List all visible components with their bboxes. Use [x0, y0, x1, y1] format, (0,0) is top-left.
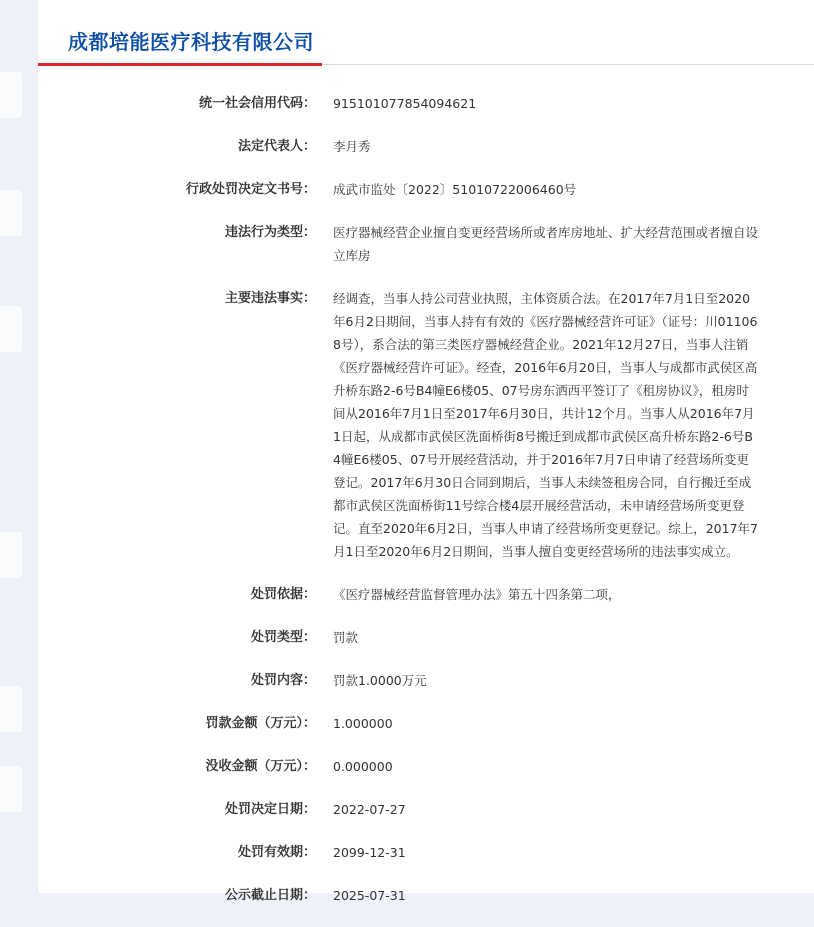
- field-label: 公示截止日期：: [224, 888, 316, 903]
- field-fine-amount: [38, 712, 814, 735]
- sidebar-tab[interactable]: [0, 190, 22, 236]
- field-decision-date: [38, 798, 814, 821]
- left-sidebar-rail: [0, 0, 30, 893]
- field-value: 915101077854094621: [333, 96, 477, 111]
- field-value: 2022-07-27: [333, 802, 406, 817]
- company-header: [38, 0, 814, 65]
- company-title: 成都培能医疗科技有限公司: [68, 30, 314, 54]
- field-label: 违法行为类型：: [224, 225, 316, 240]
- field-label: 没收金额（万元）：: [205, 759, 316, 774]
- field-confiscation-amount: [38, 755, 814, 778]
- title-accent-underline: [38, 63, 322, 66]
- field-legal-representative: [38, 135, 814, 158]
- sidebar-tab[interactable]: [0, 306, 22, 352]
- field-label: 罚款金额（万元）：: [205, 716, 316, 731]
- field-validity-date: [38, 841, 814, 864]
- field-value: 李月秀: [333, 139, 371, 154]
- field-value: 经调查，当事人持公司营业执照，主体资质合法。在2017年7月1日至2020年6月2日期间，当事人持有有效的《医疗器械经营许可证》（证号：川011068号），系合法的第三类医疗器械经营企业。2021年12月27日，当事人注销《医疗器械经营许可证》。经查，2016年6月20日，当事人与成都市武侯区高升桥东路2-6号B4幢E6楼05、07号房东洒西平签订了《租房协议》，租房时间从2016年7月1日至2017年6月30日，共计12个月。当事人从2016年7月1日起，从成都市武侯区洗面桥街8号搬迁到成都市武侯区高升桥东路2-6号B4幢E6楼05、07号开展经营活动，并于2016年7月7日申请了经营场所变更登记。2017年6月30日合同到期后，当事人未续签租房合同，自行搬迁至成都市武侯区洗面桥街11号综合楼4层开展经营活动，未申请经营场所变更登记。直至2020年6月2日，当事人申请了经营场所变更登记。综上，2017年7月1日至2020年6月2日期间，当事人擅自变更经营场所的违法事实成立。: [333, 291, 758, 559]
- field-label: 处罚依据：: [250, 587, 316, 602]
- sidebar-tab[interactable]: [0, 72, 22, 118]
- field-label: 处罚类型：: [250, 630, 316, 645]
- penalty-detail-card: [37, 0, 814, 903]
- field-value: 2099-12-31: [333, 845, 406, 860]
- field-value: 1.000000: [333, 716, 393, 731]
- field-publicity-end-date: [38, 884, 814, 907]
- field-value: 2025-07-31: [333, 888, 406, 903]
- field-label: 处罚决定日期：: [224, 802, 316, 817]
- field-penalty-content: [38, 669, 814, 692]
- field-value: 医疗器械经营企业擅自变更经营场所或者库房地址、扩大经营范围或者擅自设立库房: [333, 225, 759, 263]
- field-label: 法定代表人：: [237, 139, 316, 154]
- field-label: 统一社会信用代码：: [198, 96, 316, 111]
- sidebar-tab[interactable]: [0, 686, 22, 732]
- sidebar-tab[interactable]: [0, 766, 22, 812]
- detail-field-list: [38, 92, 814, 927]
- field-value: 《医疗器械经营监督管理办法》第五十四条第二项，: [333, 587, 621, 602]
- sidebar-tab[interactable]: [0, 532, 22, 578]
- field-value: 罚款1.0000万元: [333, 673, 427, 688]
- field-label: 处罚内容：: [250, 673, 316, 688]
- field-value: 罚款: [333, 630, 359, 645]
- field-decision-document-number: [38, 178, 814, 201]
- field-value: 成武市监处〔2022〕51010722006460号: [333, 182, 577, 197]
- field-value: 0.000000: [333, 759, 393, 774]
- field-label: 行政处罚决定文书号：: [185, 182, 316, 197]
- field-penalty-type: [38, 626, 814, 649]
- field-credit-code: [38, 92, 814, 115]
- field-label: 主要违法事实：: [224, 291, 316, 306]
- field-penalty-basis: [38, 583, 814, 606]
- field-violation-type: [38, 221, 814, 267]
- field-label: 处罚有效期：: [237, 845, 316, 860]
- field-violation-facts: [38, 287, 814, 563]
